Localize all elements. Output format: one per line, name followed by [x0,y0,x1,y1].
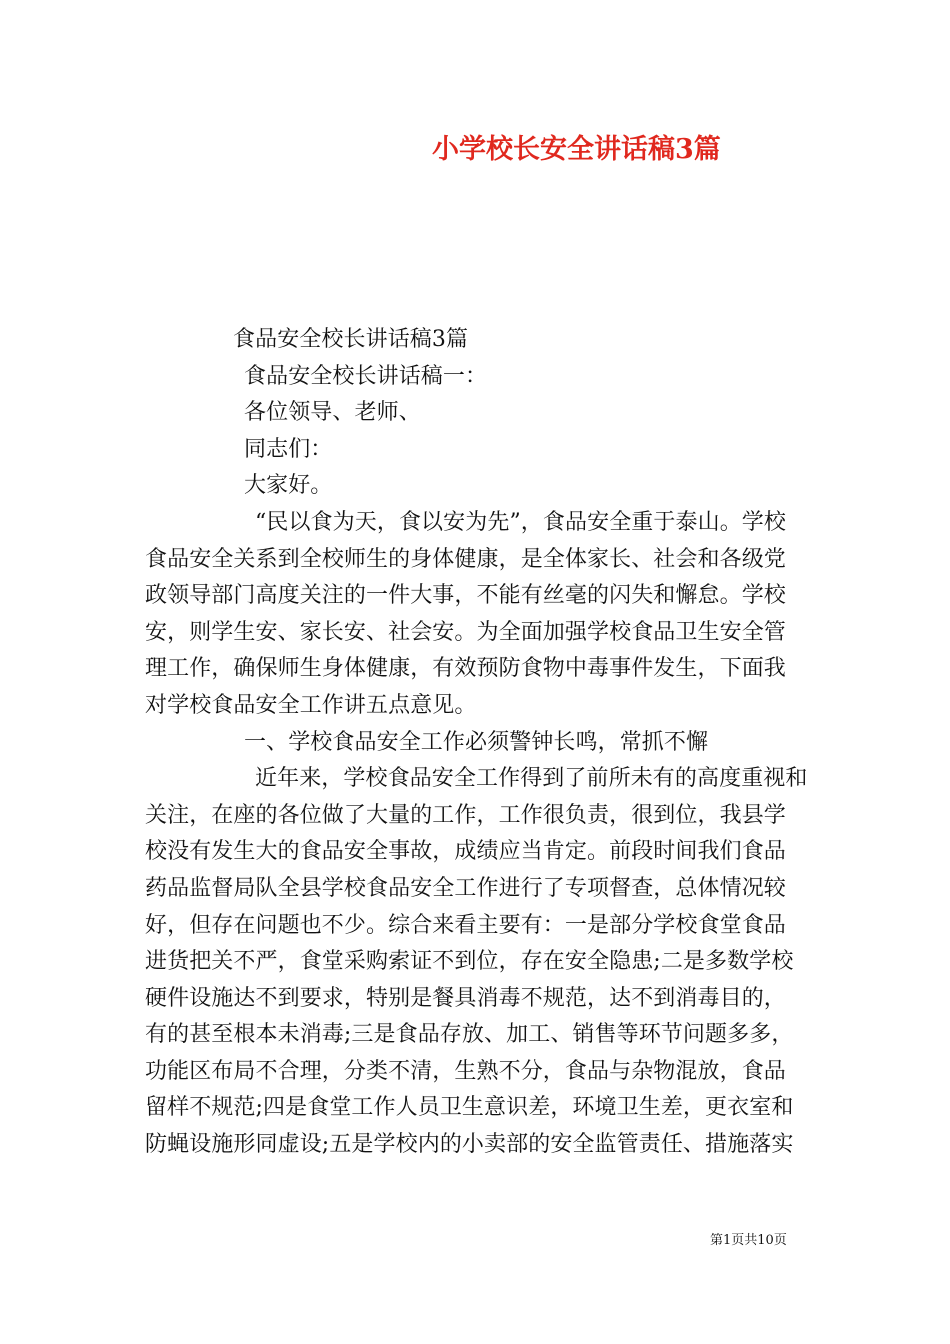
paragraph-1-line: “民以食为天，食以安为先”，食品安全重于泰山。学校 [255,509,786,535]
paragraph-2-line: 功能区布局不合理，分类不清，生熟不分，食品与杂物混放，食品 [145,1058,786,1084]
salutation-line-1: 各位领导、老师、 [244,400,421,426]
paragraph-2-line: 有的甚至根本未消毒;三是食品存放、加工、销售等环节问题多多， [145,1022,794,1048]
paragraph-2-line: 防蝇设施形同虚设;五是学校内的小卖部的安全监管责任、措施落实 [145,1132,794,1158]
greeting: 大家好。 [244,473,333,499]
subtitle: 食品安全校长讲话稿3篇 [233,327,469,352]
paragraph-2-line: 药品监督局队全县学校食品安全工作进行了专项督查，总体情况较 [145,875,786,901]
document-title: 小学校长安全讲话稿3篇 [432,134,721,165]
point-1-heading: 一、学校食品安全工作必须警钟长鸣，常抓不懈 [244,729,709,755]
paragraph-1-line: 安，则学生安、家长安、社会安。为全面加强学校食品卫生安全管 [145,619,786,645]
section-heading: 食品安全校长讲话稿一： [244,363,488,389]
document-body [145,322,809,1164]
paragraph-2-line: 关注，在座的各位做了大量的工作，工作很负责，很到位，我县学 [145,802,786,828]
paragraph-1-line: 对学校食品安全工作讲五点意见。 [145,692,477,718]
paragraph-1-line: 食品安全关系到全校师生的身体健康，是全体家长、社会和各级党 [145,546,786,572]
page-number: 第1页共10页 [710,1233,787,1248]
paragraph-1-line: 理工作，确保师生身体健康，有效预防食物中毒事件发生，下面我 [145,656,786,682]
paragraph-2-line: 硬件设施达不到要求，特别是餐具消毒不规范，达不到消毒目的， [145,985,786,1011]
salutation-line-2: 同志们： [244,436,333,462]
paragraph-2-line: 好，但存在问题也不少。综合来看主要有：一是部分学校食堂食品 [145,912,786,938]
paragraph-1-line: 政领导部门高度关注的一件大事，不能有丝毫的闪失和懈怠。学校 [145,583,786,609]
paragraph-2-line: 进货把关不严，食堂采购索证不到位，存在安全隐患;二是多数学校 [145,949,794,975]
paragraph-2-line: 校没有发生大的食品安全事故，成绩应当肯定。前段时间我们食品 [145,839,786,865]
paragraph-2-line: 近年来，学校食品安全工作得到了前所未有的高度重视和 [255,766,808,792]
paragraph-2-line: 留样不规范;四是食堂工作人员卫生意识差，环境卫生差，更衣室和 [145,1095,794,1121]
